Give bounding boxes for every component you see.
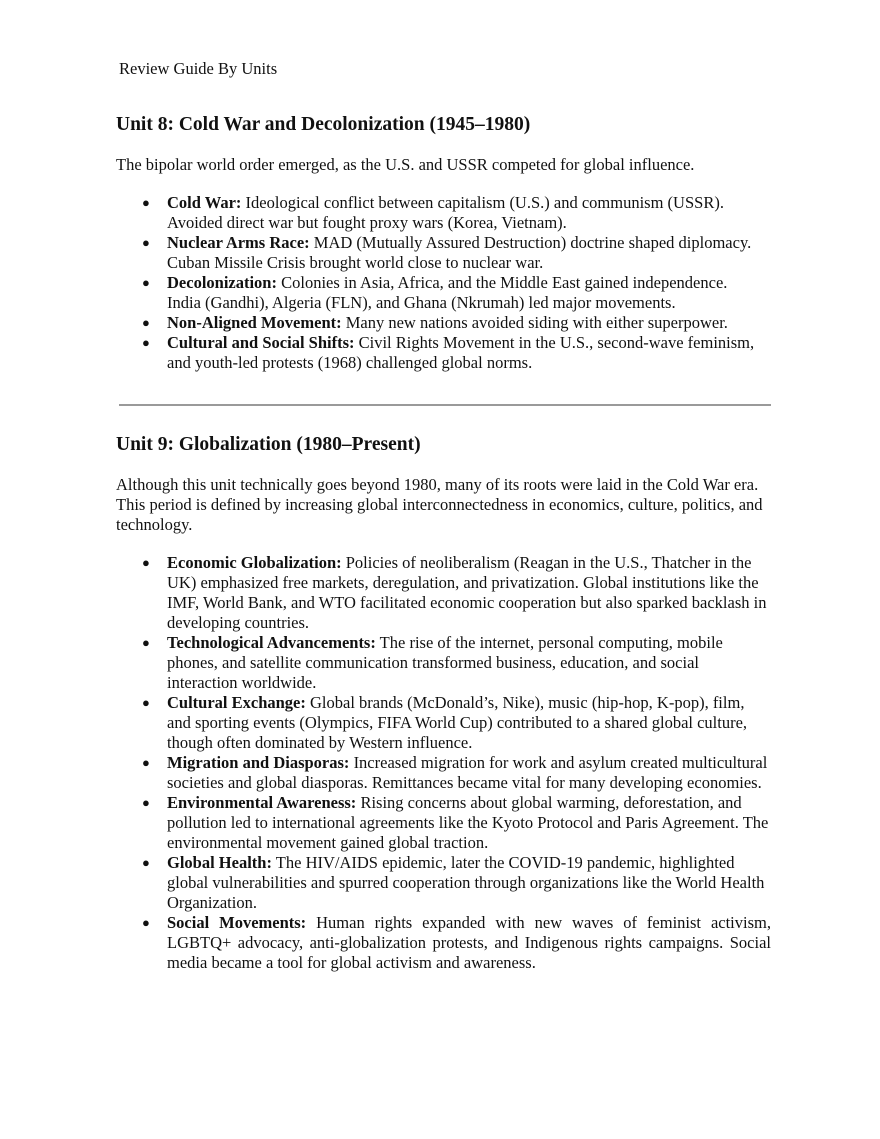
document-header: Review Guide By Units (119, 59, 278, 78)
unit-9-bullet-cultural-exchange (116, 693, 771, 753)
bullet-text: Ideological conflict between capitalism (U.S.) and communism (USSR). Avoided direct war but fought proxy wars (Korea, Vietnam). (167, 193, 724, 232)
bullet-icon: ● (142, 195, 150, 210)
bullet-text: MAD (Mutually Assured Destruction) doctrine shaped diplomacy. Cuban Missile Crisis brought world close to nuclear war. (167, 233, 752, 272)
unit-9-bullet-list (116, 553, 771, 973)
bullet-icon: ● (142, 695, 150, 710)
bullet-term: Non-Aligned Movement: (167, 313, 342, 332)
bullet-term: Decolonization: (167, 273, 277, 292)
unit-9-section (116, 433, 776, 973)
bullet-icon: ● (142, 795, 150, 810)
bullet-term: Environmental Awareness: (167, 793, 357, 812)
bullet-text: Policies of neoliberalism (Reagan in the U.S., Thatcher in the UK) emphasized free markets, deregulation, and privatization. Global institutions like the IMF, World Bank, and WTO facilitated economic cooperation but also sparked backlash in developing countries. (167, 553, 767, 632)
unit-9-intro: Although this unit technically goes beyond 1980, many of its roots were laid in the Cold War era. This period is defined by increasing global interconnectedness in economics, culture, politics, and technology. (116, 475, 763, 534)
bullet-term: Economic Globalization: (167, 553, 342, 572)
bullet-term: Social Movements: (167, 913, 307, 932)
bullet-text: Global brands (McDonald’s, Nike), music (hip-hop, K-pop), film, and sporting events (Olympics, FIFA World Cup) contributed to a shared global culture, though often dominated by Western influence. (167, 693, 748, 752)
bullet-text: Civil Rights Movement in the U.S., second-wave feminism, and youth-led protests (1968) challenged global norms. (167, 333, 755, 372)
unit-9-bullet-migration-diasporas (116, 753, 771, 793)
bullet-icon: ● (142, 635, 150, 650)
bullet-icon: ● (142, 275, 150, 290)
bullet-text: The HIV/AIDS epidemic, later the COVID-19 pandemic, highlighted global vulnerabilities and spurred cooperation through organizations like the World Health Organization. (167, 853, 765, 912)
unit-8-bullet-list (116, 193, 764, 373)
bullet-term: Nuclear Arms Race: (167, 233, 310, 252)
bullet-text: Human rights expanded with new waves of feminist activism, LGBTQ+ advocacy, anti-globalization protests, and Indigenous rights campaigns. Social media became a tool for global activism and awareness. (167, 913, 771, 972)
bullet-icon: ● (142, 335, 150, 350)
bullet-icon: ● (142, 855, 150, 870)
unit-8-bullet-decolonization (116, 273, 764, 313)
bullet-text: Increased migration for work and asylum created multicultural societies and global diasporas. Remittances became vital for many developing economies. (167, 753, 768, 792)
unit-9-bullet-environmental-awareness (116, 793, 771, 853)
bullet-term: Global Health: (167, 853, 272, 872)
bullet-text: Rising concerns about global warming, deforestation, and pollution led to international agreements like the Kyoto Protocol and Paris Agreement. The environmental movement gained global traction. (167, 793, 769, 852)
bullet-term: Cold War: (167, 193, 242, 212)
section-divider (119, 404, 771, 406)
unit-8-bullet-non-aligned-movement (116, 313, 764, 333)
bullet-term: Cultural Exchange: (167, 693, 306, 712)
unit-9-title: Unit 9: Globalization (1980–Present) (116, 434, 421, 455)
bullet-icon: ● (142, 555, 150, 570)
unit-9-bullet-social-movements (116, 913, 771, 973)
unit-8-bullet-cultural-social-shifts (116, 333, 764, 373)
bullet-icon: ● (142, 235, 150, 250)
bullet-term: Cultural and Social Shifts: (167, 333, 355, 352)
unit-8-intro: The bipolar world order emerged, as the U.S. and USSR competed for global influence. (116, 155, 695, 174)
bullet-icon: ● (142, 315, 150, 330)
unit-8-title: Unit 8: Cold War and Decolonization (1945–1980) (116, 114, 531, 135)
unit-8-section (116, 113, 776, 373)
unit-9-bullet-global-health (116, 853, 771, 913)
bullet-text: The rise of the internet, personal computing, mobile phones, and satellite communication transformed business, education, and social interaction worldwide. (167, 633, 723, 692)
unit-9-bullet-technological-advancements (116, 633, 771, 693)
bullet-text: Colonies in Asia, Africa, and the Middle East gained independence. India (Gandhi), Algeria (FLN), and Ghana (Nkrumah) led major movements. (167, 273, 728, 312)
bullet-icon: ● (142, 915, 150, 930)
bullet-icon: ● (142, 755, 150, 770)
bullet-term: Technological Advancements: (167, 633, 376, 652)
unit-9-bullet-economic-globalization (116, 553, 771, 633)
unit-8-bullet-cold-war (116, 193, 764, 233)
bullet-text: Many new nations avoided siding with either superpower. (341, 313, 728, 332)
unit-8-bullet-nuclear-arms-race (116, 233, 764, 273)
bullet-term: Migration and Diasporas: (167, 753, 350, 772)
